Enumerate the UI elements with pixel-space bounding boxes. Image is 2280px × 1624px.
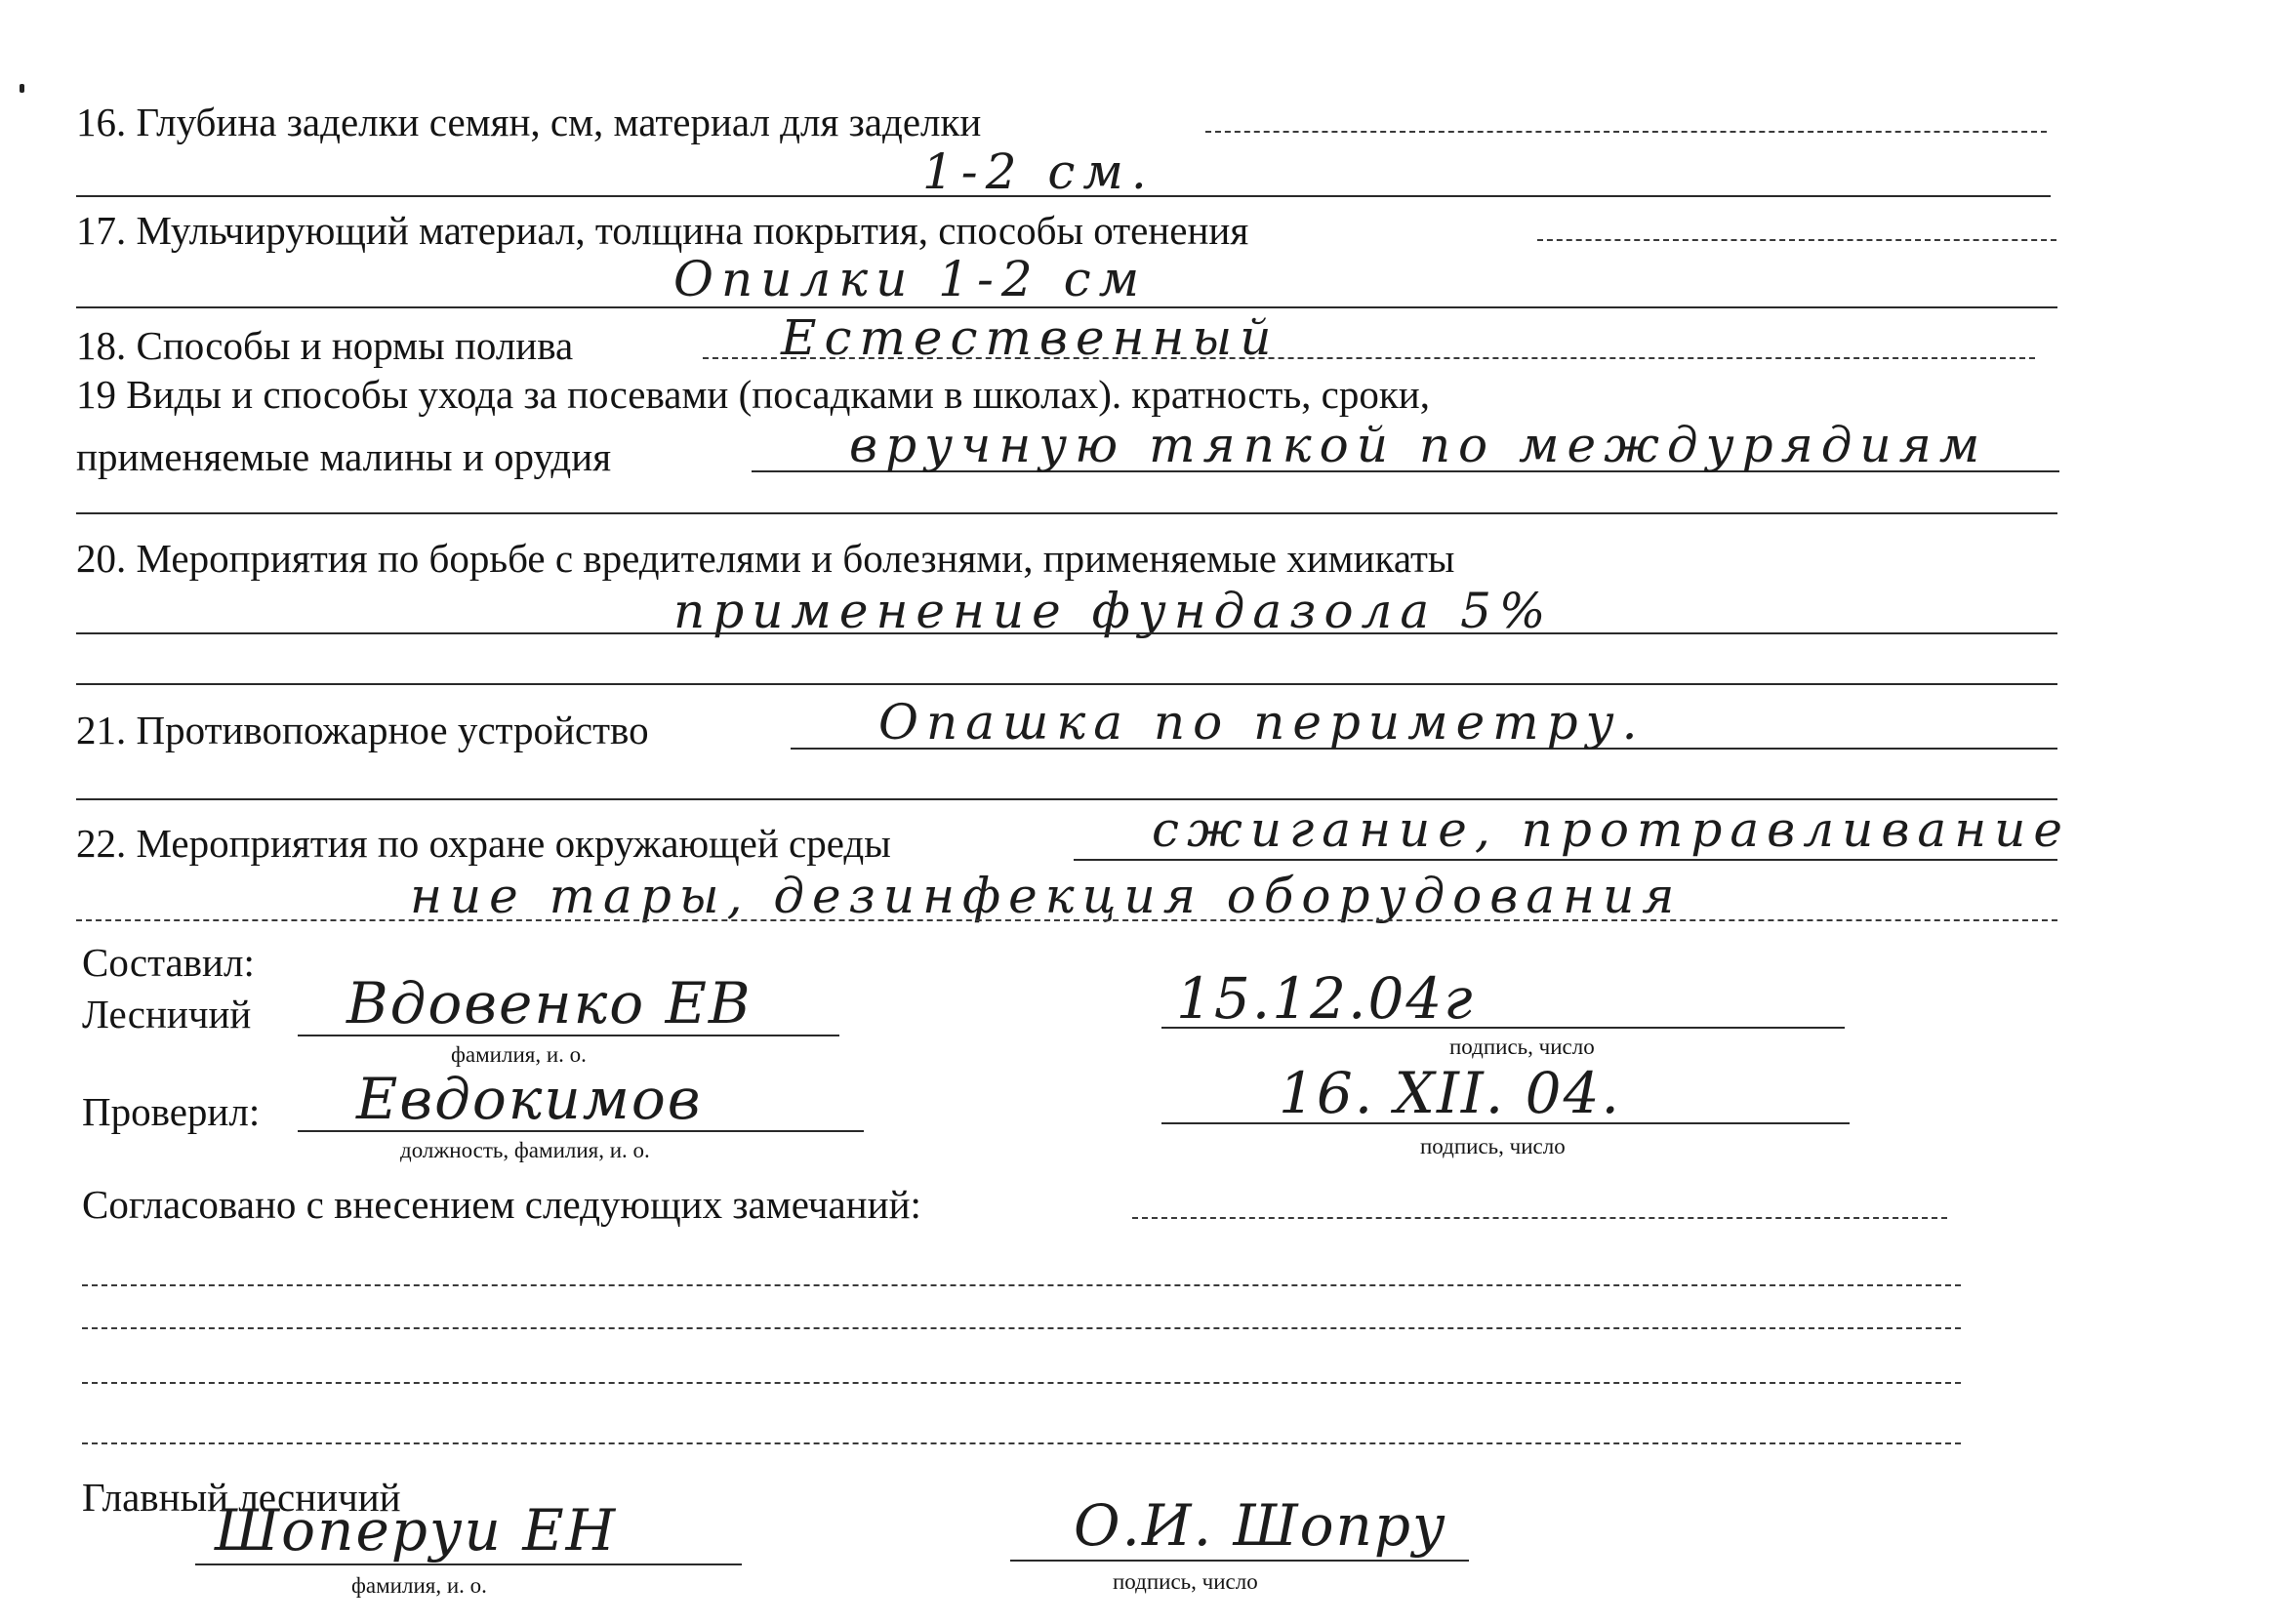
checked-name: Евдокимов bbox=[356, 1066, 703, 1132]
checked-position-caption: должность, фамилия, и. о. bbox=[400, 1138, 650, 1162]
item-17-label: 17. Мульчирующий материал, толщина покрытия, способы отенения bbox=[76, 208, 1249, 253]
checked-label: Проверил: bbox=[82, 1089, 261, 1134]
item-16-line-2 bbox=[76, 195, 2051, 197]
checked-signature-date: 16. XII. 04. bbox=[1279, 1060, 1621, 1126]
item-20-line-2 bbox=[76, 683, 2057, 685]
item-16-label: 16. Глубина заделки семян, см, материал для заделки bbox=[76, 100, 982, 144]
page-speck bbox=[20, 84, 24, 93]
item-17-line-2 bbox=[76, 306, 2057, 308]
item-17-value: Опилки 1-2 см bbox=[673, 251, 1148, 307]
chief-sign-caption: подпись, число bbox=[1113, 1569, 1258, 1594]
item-16-line bbox=[1205, 131, 2047, 133]
forester-label: Лесничий bbox=[82, 992, 252, 1036]
chief-sign-line bbox=[1010, 1560, 1469, 1562]
item-21-value: Опашка по периметру. bbox=[878, 694, 1646, 751]
item-20-label: 20. Мероприятия по борьбе с вредителями и болезнями, применяемые химикаты bbox=[76, 536, 1455, 581]
remarks-line-1 bbox=[1132, 1217, 1947, 1219]
item-21-line-2 bbox=[76, 798, 2057, 800]
item-20-value: применение фундазола 5% bbox=[673, 583, 1554, 639]
forester-signature-date: 15.12.04г bbox=[1176, 965, 1475, 1032]
chief-forester-label: Главный лесничий bbox=[82, 1475, 401, 1520]
item-22-label: 22. Мероприятия по охране окружающей среды bbox=[76, 821, 891, 866]
item-19-label-line-2: применяемые малины и орудия bbox=[76, 434, 612, 479]
chief-forester-signature: О.И. Шопру bbox=[1074, 1492, 1447, 1559]
forester-sign-caption: подпись, число bbox=[1449, 1035, 1595, 1059]
item-17-line bbox=[1537, 239, 2056, 241]
checked-sign-caption: подпись, число bbox=[1420, 1134, 1566, 1158]
forester-sign-line bbox=[1161, 1027, 1845, 1029]
forester-name-caption: фамилия, и. о. bbox=[451, 1042, 587, 1067]
item-18-label: 18. Способы и нормы полива bbox=[76, 323, 574, 368]
remarks-line-5 bbox=[82, 1442, 1961, 1444]
chief-name-caption: фамилия, и. о. bbox=[351, 1573, 487, 1598]
item-18-value: Естественный bbox=[781, 309, 1280, 366]
item-19-value: вручную тяпкой по междурядиям bbox=[849, 417, 1988, 473]
item-22-value-line-2: ние тары, дезинфекция оборудования bbox=[410, 868, 1683, 924]
item-21-label: 21. Противопожарное устройство bbox=[76, 708, 649, 752]
item-16-value: 1-2 см. bbox=[922, 143, 1155, 200]
forester-name-line bbox=[298, 1035, 839, 1036]
item-20-line bbox=[76, 632, 2057, 634]
agreed-label: Согласовано с внесением следующих замечаний: bbox=[82, 1182, 921, 1227]
item-22-line-2 bbox=[76, 919, 2057, 921]
checked-sign-line bbox=[1161, 1122, 1850, 1124]
item-19-label-line-1: 19 Виды и способы ухода за посевами (посадками в школах). кратность, сроки, bbox=[76, 372, 1430, 417]
forester-name: Вдовенко ЕВ bbox=[346, 970, 753, 1036]
item-22-line bbox=[1074, 859, 2057, 861]
remarks-line-3 bbox=[82, 1327, 1961, 1329]
remarks-line-2 bbox=[82, 1284, 1961, 1286]
remarks-line-4 bbox=[82, 1382, 1961, 1384]
chief-forester-name: Шоперуи ЕН bbox=[215, 1497, 618, 1563]
item-19-line-2 bbox=[76, 512, 2057, 514]
composed-label: Составил: bbox=[82, 940, 255, 985]
chief-name-line bbox=[195, 1563, 742, 1565]
checked-name-line bbox=[298, 1130, 864, 1132]
item-22-value-line-1: сжигание, протравливание bbox=[1152, 801, 2070, 858]
